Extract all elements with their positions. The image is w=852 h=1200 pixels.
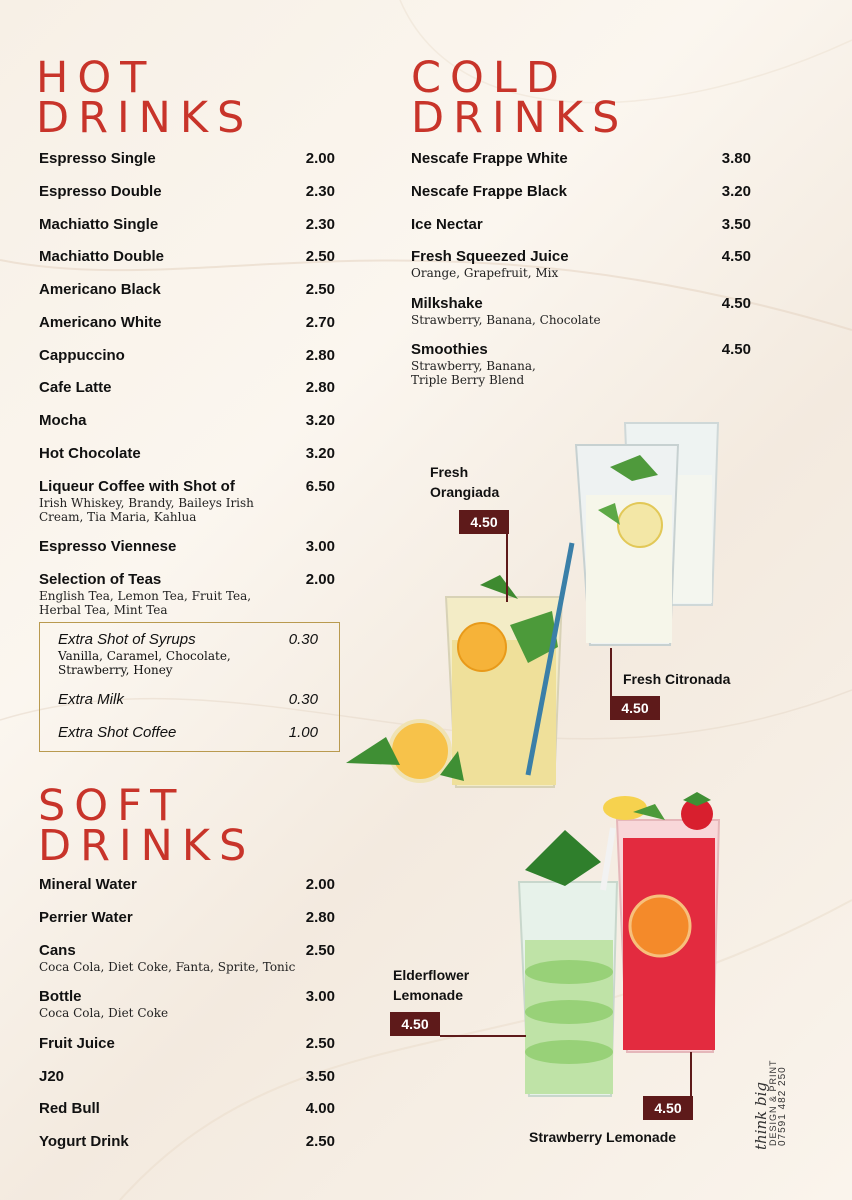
citronada-glass: [576, 445, 678, 645]
item-name: Americano White: [39, 314, 162, 331]
extra-price: 0.30: [288, 691, 318, 708]
item-price: 3.20: [305, 445, 335, 462]
menu-item: [39, 150, 335, 168]
menu-item: [39, 1035, 335, 1053]
orangiada-label-line1: Fresh: [430, 464, 469, 480]
item-price: 2.50: [305, 942, 335, 959]
menu-item: [411, 341, 751, 387]
lemonade-photo: [505, 790, 730, 1105]
item-price: 2.00: [305, 150, 335, 167]
menu-item: [39, 445, 335, 463]
menu-item: [39, 478, 335, 524]
strawberry-lemonade-glass: [603, 792, 719, 1052]
item-name: Milkshake: [411, 295, 483, 312]
item-name: Cans: [39, 942, 76, 959]
item-name: Fresh Squeezed Juice: [411, 248, 569, 265]
elderflower-label: [393, 965, 469, 1005]
item-name: Nescafe Frappe Black: [411, 183, 567, 200]
item-name: Espresso Single: [39, 150, 156, 167]
item-price: 2.70: [305, 314, 335, 331]
item-description: Coca Cola, Diet Coke, Fanta, Sprite, Tonic: [39, 960, 296, 974]
item-name: Bottle: [39, 988, 82, 1005]
menu-item: [39, 314, 335, 332]
item-name: Perrier Water: [39, 909, 133, 926]
item-name: Machiatto Double: [39, 248, 165, 265]
item-price: 2.50: [305, 1133, 335, 1150]
extra-item: [58, 691, 318, 709]
cold-title-line1: COLD: [411, 53, 568, 103]
menu-item: [39, 571, 335, 617]
menu-item: [39, 183, 335, 201]
orangiada-label-line2: Orangiada: [430, 484, 500, 500]
strawberry-price-tag: 4.50: [643, 1096, 693, 1120]
menu-item: [39, 412, 335, 430]
item-price: 6.50: [305, 478, 335, 495]
credit-line1: DESIGN & PRINT: [768, 1059, 778, 1146]
item-name: Liqueur Coffee with Shot of: [39, 478, 235, 495]
extras-box: [39, 622, 340, 752]
menu-item: [39, 942, 335, 974]
item-price: 3.50: [305, 1068, 335, 1085]
item-name: Cappuccino: [39, 347, 125, 364]
menu-item: [39, 876, 335, 894]
orangiada-pointer-line: [506, 522, 508, 602]
soft-title-line1: SOFT: [38, 781, 186, 831]
cold-title-line2: DRINKS: [411, 93, 629, 143]
item-price: 3.00: [305, 538, 335, 555]
item-name: Espresso Viennese: [39, 538, 177, 555]
hot-title-line1: HOT: [36, 53, 156, 103]
item-description: Orange, Grapefruit, Mix: [411, 266, 559, 280]
item-price: 3.20: [305, 412, 335, 429]
menu-item: [39, 1133, 335, 1151]
menu-item: [39, 1100, 335, 1118]
item-name: Cafe Latte: [39, 379, 112, 396]
item-name: Smoothies: [411, 341, 488, 358]
item-name: Mocha: [39, 412, 87, 429]
elderflower-label-line2: Lemonade: [393, 987, 464, 1003]
item-price: 4.50: [721, 248, 751, 265]
item-price: 4.50: [721, 295, 751, 312]
item-price: 2.80: [305, 379, 335, 396]
item-price: 3.20: [721, 183, 751, 200]
strawberry-label: Strawberry Lemonade: [529, 1129, 677, 1145]
item-name: Fruit Juice: [39, 1035, 115, 1052]
extra-item: [58, 631, 318, 677]
menu-item: [39, 379, 335, 397]
item-price: 3.00: [305, 988, 335, 1005]
item-description: Strawberry, Banana, Chocolate: [411, 313, 601, 327]
menu-item: [39, 1068, 335, 1086]
soft-title-line2: DRINKS: [38, 821, 256, 871]
extra-item: [58, 724, 318, 742]
menu-item: [411, 216, 751, 234]
design-credit: [752, 1000, 788, 1150]
item-price: 2.80: [305, 909, 335, 926]
extra-price: 0.30: [288, 631, 318, 648]
extra-name: Extra Shot Coffee: [58, 724, 177, 741]
item-description: Coca Cola, Diet Coke: [39, 1006, 169, 1020]
menu-item: [39, 909, 335, 927]
credit-line2: 07591 482 250: [777, 1066, 788, 1146]
item-description: Irish Whiskey, Brandy, Baileys Irish Cream, Tia Maria, Kahlua: [39, 496, 254, 524]
menu-item: [39, 347, 335, 365]
item-price: 3.80: [721, 150, 751, 167]
extra-description: Vanilla, Caramel, Chocolate, Strawberry, Honey: [58, 649, 231, 677]
elderflower-label-line1: Elderflower: [393, 967, 470, 983]
item-name: Machiatto Single: [39, 216, 159, 233]
item-name: Mineral Water: [39, 876, 137, 893]
item-price: 2.80: [305, 347, 335, 364]
item-name: Selection of Teas: [39, 571, 162, 588]
item-price: 2.30: [305, 216, 335, 233]
extra-name: Extra Shot of Syrups: [58, 631, 196, 648]
item-name: Nescafe Frappe White: [411, 150, 568, 167]
item-price: 2.50: [305, 1035, 335, 1052]
menu-item: [411, 150, 751, 168]
item-price: 4.00: [305, 1100, 335, 1117]
lemon-garnish: [346, 721, 464, 781]
orangiada-citronada-photo: [340, 415, 740, 795]
strawberry-pointer-line: [690, 1052, 692, 1098]
extra-price: 1.00: [288, 724, 318, 741]
item-price: 2.30: [305, 183, 335, 200]
hot-drinks-title: [36, 53, 254, 143]
menu-item: [411, 248, 751, 280]
hot-title-line2: DRINKS: [36, 93, 254, 143]
orangiada-label: [430, 462, 499, 502]
citronada-pointer-line: [610, 648, 612, 696]
orangiada-glass: [446, 543, 572, 787]
menu-item: [411, 295, 751, 327]
credit-brand: think big: [752, 1081, 770, 1150]
item-price: 4.50: [721, 341, 751, 358]
menu-item: [39, 538, 335, 556]
menu-item: [39, 248, 335, 266]
item-price: 2.50: [305, 248, 335, 265]
cold-drinks-title: [411, 53, 629, 143]
item-price: 2.00: [305, 571, 335, 588]
item-price: 2.00: [305, 876, 335, 893]
item-name: Hot Chocolate: [39, 445, 141, 462]
menu-item: [39, 216, 335, 234]
elderflower-price-tag: 4.50: [390, 1012, 440, 1036]
soft-drinks-title: [38, 781, 256, 871]
item-description: Strawberry, Banana, Triple Berry Blend: [411, 359, 536, 387]
item-name: Espresso Double: [39, 183, 162, 200]
elderflower-pointer-line: [440, 1035, 526, 1037]
item-name: Ice Nectar: [411, 216, 483, 233]
item-price: 3.50: [721, 216, 751, 233]
menu-item: [411, 183, 751, 201]
item-name: Yogurt Drink: [39, 1133, 129, 1150]
item-price: 2.50: [305, 281, 335, 298]
citronada-price-tag: 4.50: [610, 696, 660, 720]
extra-name: Extra Milk: [58, 691, 124, 708]
item-name: J20: [39, 1068, 65, 1085]
item-name: Red Bull: [39, 1100, 100, 1117]
menu-item: [39, 281, 335, 299]
item-name: Americano Black: [39, 281, 161, 298]
menu-item: [39, 988, 335, 1020]
orangiada-price-tag: 4.50: [459, 510, 509, 534]
citronada-label: Fresh Citronada: [623, 671, 731, 687]
elderflower-lemonade-glass: [519, 828, 617, 1096]
item-description: English Tea, Lemon Tea, Fruit Tea, Herbal Tea, Mint Tea: [39, 589, 252, 617]
